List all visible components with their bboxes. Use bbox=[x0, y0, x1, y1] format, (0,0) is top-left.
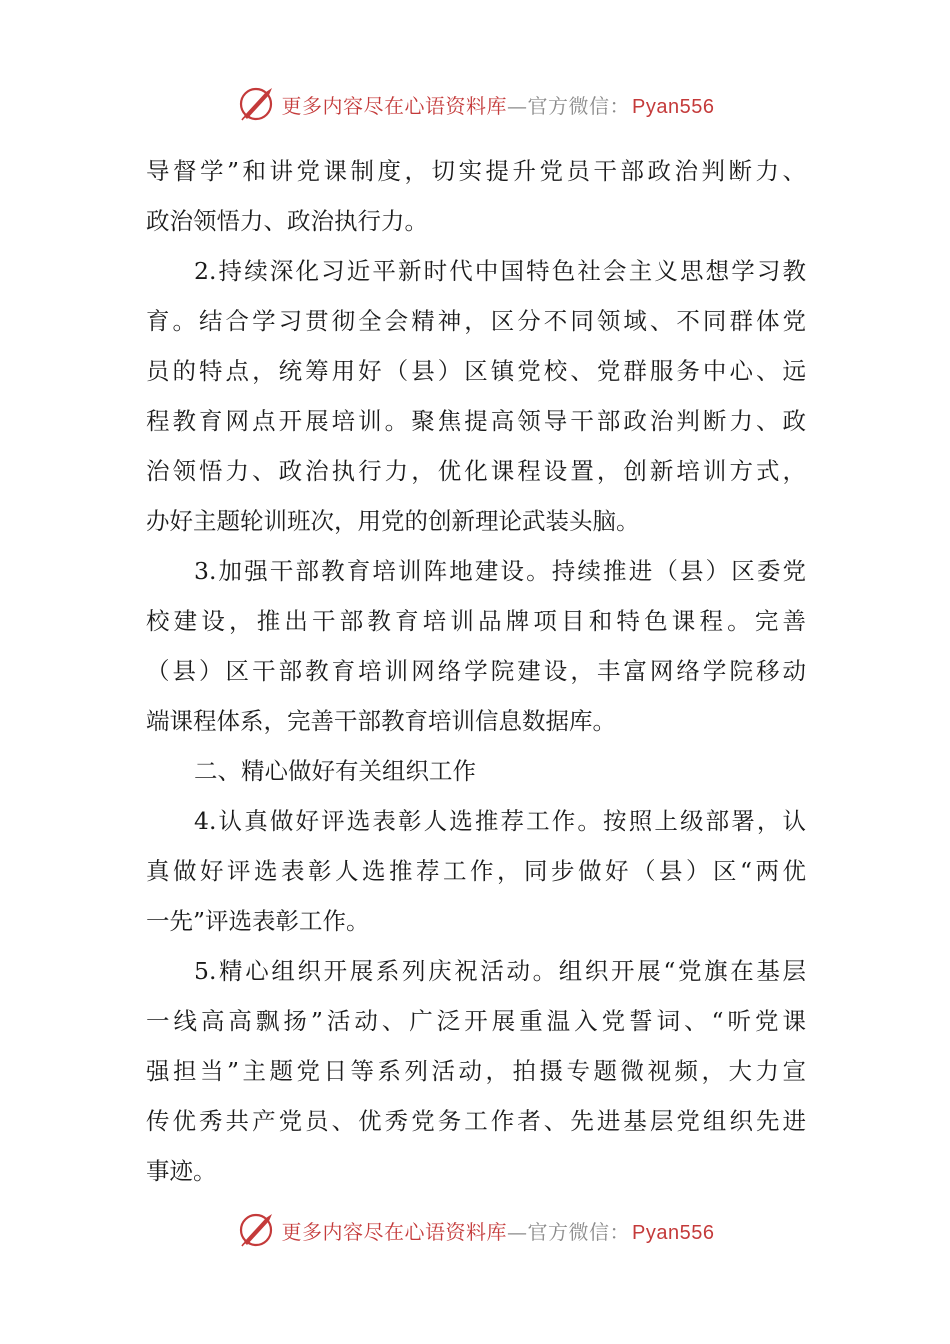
text-line: 4.认真做好评选表彰人选推荐工作。按照上级部署，认 bbox=[194, 807, 806, 835]
text-line: 传优秀共产党员、优秀党务工作者、先进基层党组织先进 bbox=[146, 1107, 806, 1135]
banner-wechat-label: 官方微信： bbox=[527, 93, 631, 118]
text-line: 强担当”主题党日等系列活动，拍摄专题微视频，大力宣 bbox=[146, 1057, 806, 1085]
banner-separator: — bbox=[507, 93, 528, 118]
banner-separator: — bbox=[507, 1219, 528, 1244]
header-banner bbox=[0, 82, 950, 126]
text-line: 政治领悟力、政治执行力。 bbox=[146, 207, 428, 235]
text-line: 育。结合学习贯彻全会精神，区分不同领域、不同群体党 bbox=[146, 307, 806, 335]
document-body bbox=[146, 146, 806, 1196]
banner-text bbox=[282, 1216, 715, 1245]
text-line: 真做好评选表彰人选推荐工作，同步做好（县）区“两优 bbox=[146, 857, 806, 885]
banner-main-text: 更多内容尽在心语资料库 bbox=[281, 1219, 508, 1244]
text-line: 事迹。 bbox=[146, 1157, 217, 1185]
quill-pen-logo-icon bbox=[236, 84, 276, 124]
text-line: 5.精心组织开展系列庆祝活动。组织开展“党旗在基层 bbox=[194, 957, 806, 985]
banner-wechat-id: Pyan556 bbox=[632, 95, 715, 118]
banner-text bbox=[282, 90, 715, 119]
section-heading: 二、精心做好有关组织工作 bbox=[194, 757, 476, 785]
text-line: 3.加强干部教育培训阵地建设。持续推进（县）区委党 bbox=[194, 557, 806, 585]
footer-banner bbox=[0, 1208, 950, 1252]
text-line: 员的特点，统筹用好（县）区镇党校、党群服务中心、远 bbox=[146, 357, 806, 385]
banner-main-text: 更多内容尽在心语资料库 bbox=[281, 93, 508, 118]
text-line: 治领悟力、政治执行力，优化课程设置，创新培训方式， bbox=[146, 457, 806, 485]
text-line: 一先”评选表彰工作。 bbox=[146, 907, 370, 935]
text-line: 办好主题轮训班次，用党的创新理论武装头脑。 bbox=[146, 507, 640, 535]
text-line: 校建设，推出干部教育培训品牌项目和特色课程。完善 bbox=[146, 607, 806, 635]
banner-wechat-label: 官方微信： bbox=[527, 1219, 631, 1244]
banner-wechat-id: Pyan556 bbox=[632, 1221, 715, 1244]
text-line: （县）区干部教育培训网络学院建设，丰富网络学院移动 bbox=[146, 657, 806, 685]
quill-pen-logo-icon bbox=[236, 1210, 276, 1250]
text-line: 一线高高飘扬”活动、广泛开展重温入党誓词、“听党课 bbox=[146, 1007, 806, 1035]
text-line: 程教育网点开展培训。聚焦提高领导干部政治判断力、政 bbox=[146, 407, 806, 435]
text-line: 2.持续深化习近平新时代中国特色社会主义思想学习教 bbox=[194, 257, 806, 285]
text-line: 导督学”和讲党课制度，切实提升党员干部政治判断力、 bbox=[146, 157, 806, 185]
text-line: 端课程体系，完善干部教育培训信息数据库。 bbox=[146, 707, 616, 735]
